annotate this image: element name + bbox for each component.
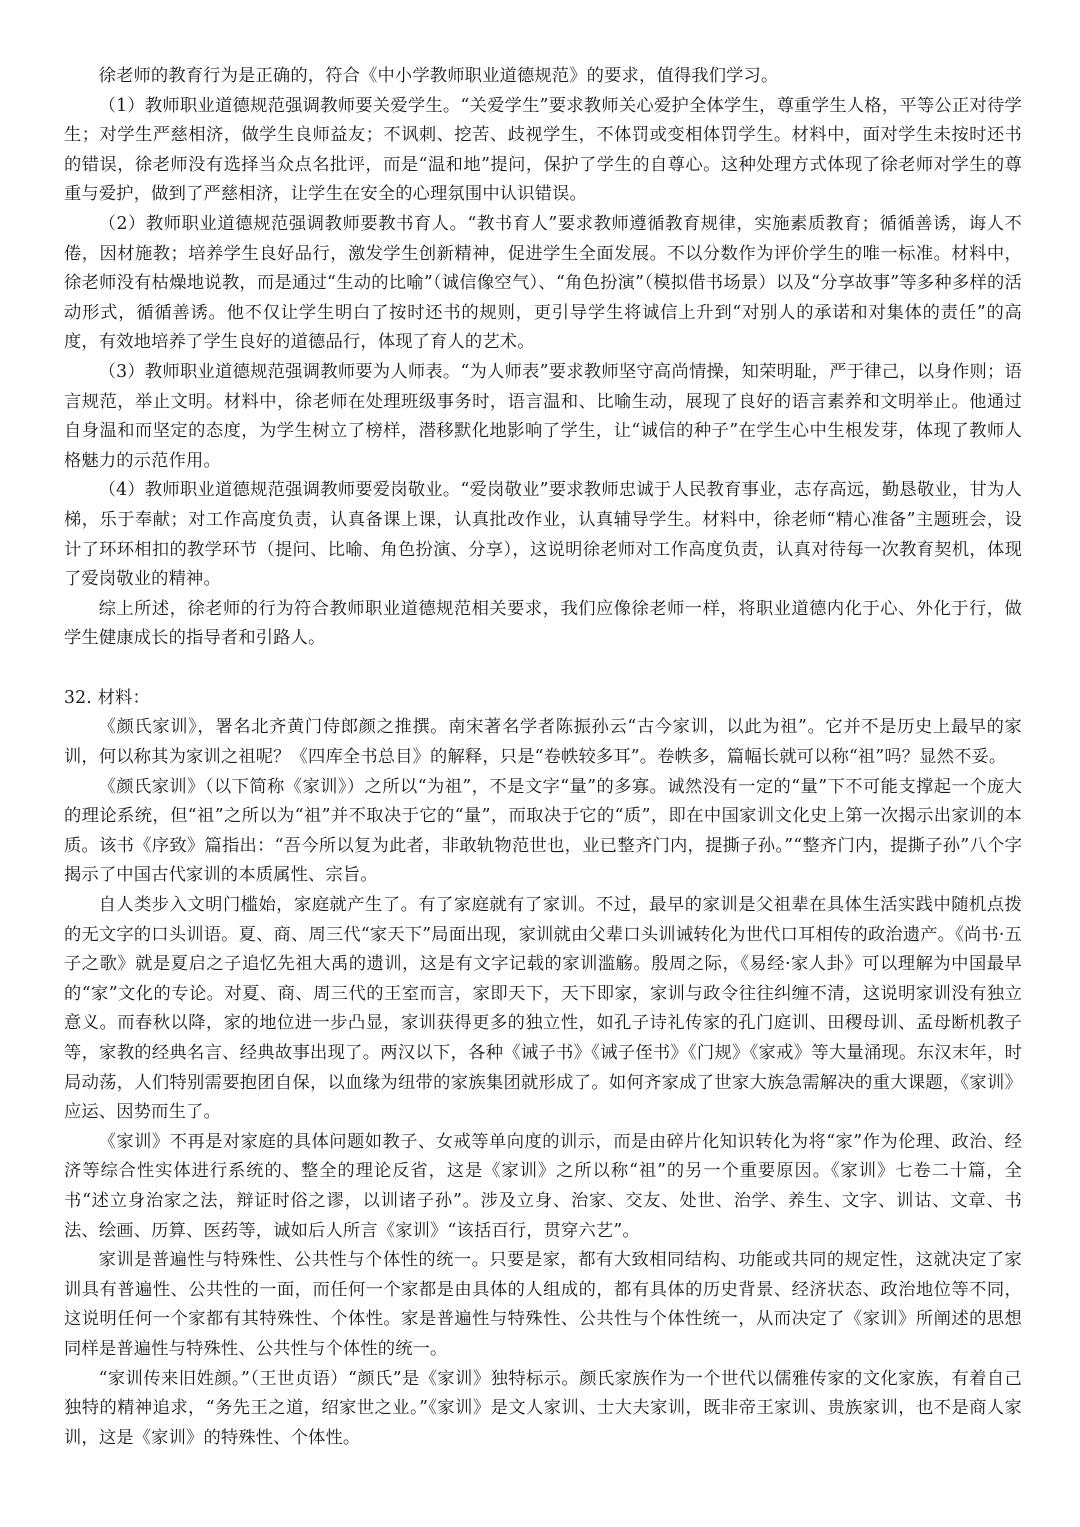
answer-section: [64, 62, 1022, 654]
answer-intro-paragraph: 徐老师的教育行为是正确的，符合《中小学教师职业道德规范》的要求，值得我们学习。: [98, 66, 779, 86]
answer-point-4: （4）教师职业道德规范强调教师要爱岗敬业。“爱岗敬业”要求教师忠诚于人民教育事业，志存高远，勤恳敬业，甘为人梯，乐于奉献；对工作高度负责，认真备课上课，认真批改作业，认真辅导学生。材料中，徐老师“精心准备”主题班会，设计了环环相扣的教学环节（提问、比喻、角色扮演、分享），这说明徐老师对工作高度负责，认真对待每一次教育契机，体现了爱岗敬业的精神。: [64, 480, 1022, 590]
material-paragraph-4: 《家训》不再是对家庭的具体问题如教子、女戒等单向度的训示，而是由碎片化知识转化为将“家”作为伦理、政治、经济等综合性实体进行系统的、整全的理论反省，这是《家训》之所以称“祖”的另一个重要原因。《家训》七卷二十篇，全书“述立身治家之法，辩证时俗之谬，以训诸子孙”。涉及立身、治家、交友、处世、治学、养生、文字、训诂、文章、书法、绘画、历算、医药等，诚如后人所言《家训》“该括百行，贯穿六艺”。: [64, 1131, 1022, 1241]
material-paragraph-1: 《颜氏家训》，署名北齐黄门侍郎颜之推撰。南宋著名学者陈振孙云“古今家训，以此为祖”。它并不是历史上最早的家训，何以称其为家训之祖呢？《四库全书总目》的解释，只是“卷帙较多耳”。卷帙多，篇幅长就可以称“祖”吗？显然不妥。: [64, 717, 1022, 768]
section-spacer: [64, 654, 1022, 684]
material-paragraph-2: 《颜氏家训》（以下简称《家训》）之所以“为祖”，不是文字“量”的多寡。诚然没有一定的“量”下不可能支撑起一个庞大的理论系统，但“祖”之所以为“祖”并不取决于它的“量”，而取决于它的“质”，即在中国家训文化史上第一次揭示出家训的本质。该书《序致》篇指出：“吾今所以复为此者，非敢轨物范世也，业已整齐门内，提撕子孙。”“整齐门内，提撕子孙”八个字揭示了中国古代家训的本质属性、宗旨。: [64, 776, 1022, 886]
question-32-section: [64, 684, 1022, 1453]
material-paragraph-6: “家训传来旧姓颜。”（王世贞语）“颜氏”是《家训》独特标示。颜氏家族作为一个世代以儒雅传家的文化家族，有着自己独特的精神追求，“务先王之道，绍家世之业。”《家训》是文人家训、士大夫家训，既非帝王家训、贵族家训，也不是商人家训，这是《家训》的特殊性、个体性。: [64, 1368, 1022, 1448]
answer-conclusion-paragraph: 综上所述，徐老师的行为符合教师职业道德规范相关要求，我们应像徐老师一样，将职业道德内化于心、外化于行，做学生健康成长的指导者和引路人。: [64, 598, 1022, 649]
answer-point-2: （2）教师职业道德规范强调教师要教书育人。“教书育人”要求教师遵循教育规律，实施素质教育；循循善诱，诲人不倦，因材施教；培养学生良好品行，激发学生创新精神，促进学生全面发展。不以分数作为评价学生的唯一标准。材料中，徐老师没有枯燥地说教，而是通过“生动的比喻”（诚信像空气）、“角色扮演”（模拟借书场景）以及“分享故事”等多种多样的活动形式，循循善诱。他不仅让学生明白了按时还书的规则，更引导学生将诚信上升到“对别人的承诺和对集体的责任”的高度，有效地培养了学生良好的道德品行，体现了育人的艺术。: [64, 213, 1022, 353]
material-paragraph-3: 自人类步入文明门槛始，家庭就产生了。有了家庭就有了家训。不过，最早的家训是父祖辈在具体生活实践中随机点拨的无文字的口头训语。夏、商、周三代“家天下”局面出现，家训就由父辈口头训诫转化为世代口耳相传的政治遗产。《尚书·五子之歌》就是夏启之子追忆先祖大禹的遗训，这是有文字记载的家训滥觞。殷周之际，《易经·家人卦》可以理解为中国最早的“家”文化的专论。对夏、商、周三代的王室而言，家即天下，天下即家，家训与政令往往纠缠不清，这说明家训没有独立意义。而春秋以降，家的地位进一步凸显，家训获得更多的独立性，如孔子诗礼传家的孔门庭训、田稷母训、孟母断机教子等，家教的经典名言、经典故事出现了。两汉以下，各种《诫子书》《诫子侄书》《门规》《家戒》等大量涌现。东汉末年，时局动荡，人们特别需要抱团自保，以血缘为纽带的家族集团就形成了。如何齐家成了世家大族急需解决的重大课题，《家训》应运、因势而生了。: [64, 895, 1022, 1123]
answer-point-1: （1）教师职业道德规范强调教师要关爱学生。“关爱学生”要求教师关心爱护全体学生，尊重学生人格，平等公正对待学生；对学生严慈相济，做学生良师益友；不讽刺、挖苦、歧视学生，不体罚或变相体罚学生。材料中，面对学生未按时还书的错误，徐老师没有选择当众点名批评，而是“温和地”提问，保护了学生的自尊心。这种处理方式体现了徐老师对学生的尊重与爱护，做到了严慈相济，让学生在安全的心理氛围中认识错误。: [64, 95, 1022, 205]
answer-point-3: （3）教师职业道德规范强调教师要为人师表。“为人师表”要求教师坚守高尚情操，知荣明耻，严于律己，以身作则；语言规范，举止文明。材料中，徐老师在处理班级事务时，语言温和、比喻生动，展现了良好的语言素养和文明举止。他通过自身温和而坚定的态度，为学生树立了榜样，潜移默化地影响了学生，让“诚信的种子”在学生心中生根发芽，体现了教师人格魅力的示范作用。: [64, 361, 1022, 471]
question-heading: 32. 材料：: [64, 687, 150, 708]
material-paragraph-5: 家训是普遍性与特殊性、公共性与个体性的统一。只要是家，都有大致相同结构、功能或共同的规定性，这就决定了家训具有普遍性、公共性的一面，而任何一个家都是由具体的人组成的，都有具体的历史背景、经济状态、政治地位等不同，这说明任何一个家都有其特殊性、个体性。家是普遍性与特殊性、公共性与个体性统一，从而决定了《家训》所阐述的思想同样是普遍性与特殊性、公共性与个体性的统一。: [64, 1250, 1022, 1359]
document-page: [64, 62, 1022, 1453]
